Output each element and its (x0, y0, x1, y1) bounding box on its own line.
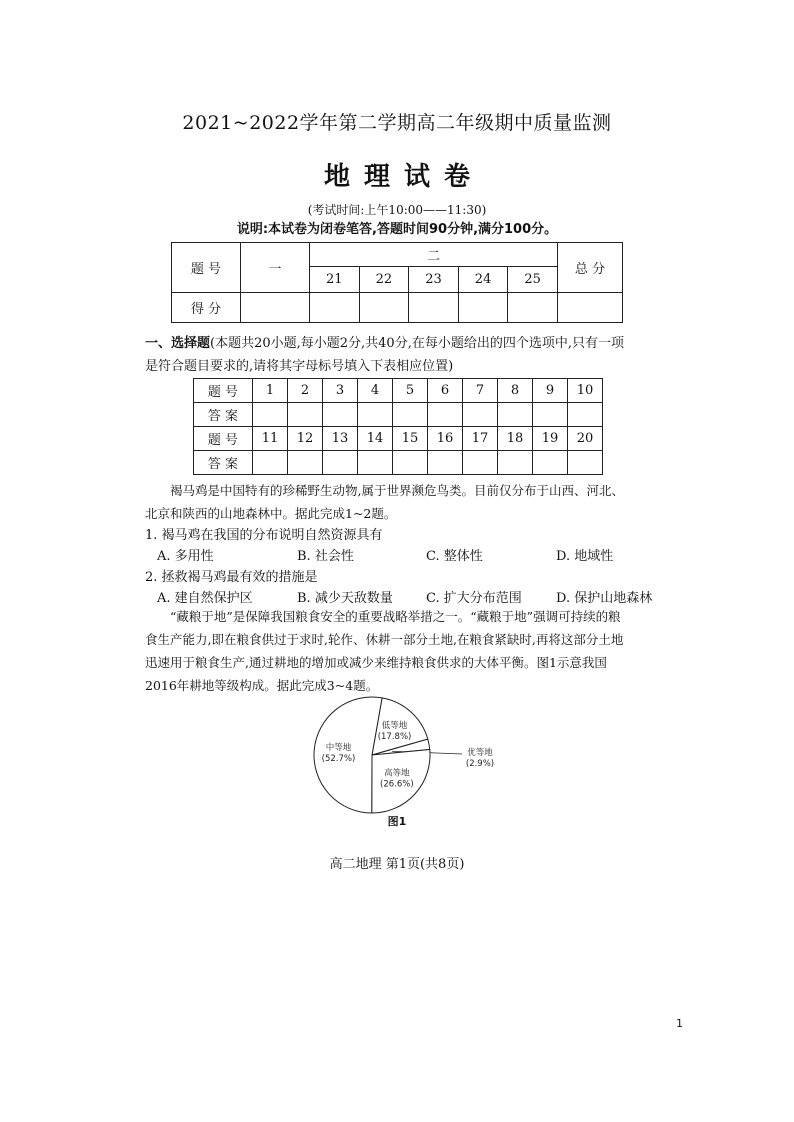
q2-option-d[interactable]: D. 保护山地森林 (556, 591, 653, 606)
answer-cell[interactable] (323, 451, 358, 475)
pie-slice-label: 中等地 (325, 742, 352, 753)
answer-cell[interactable] (253, 451, 288, 475)
answer-cell[interactable] (498, 403, 533, 427)
passage-2: “藏粮于地”是保障我国粮食安全的重要战略举措之一。“藏粮于地”强调可持续的粮食生产能力,即在粮食供过于求时,轮作、休耕一部分土地,在粮食紧缺时,再将这部分土地迅速用于粮食生产,通过耕地的增加或减少来维持粮食供求的大体平衡。图1示意我国2016年耕地等级构成。据此完成3~4题。 (145, 609, 624, 693)
answer-qnum: 7 (463, 379, 498, 403)
exam-instructions: 说明:本试卷为闭卷笔答,答题时间90分钟,满分100分。 (236, 222, 558, 237)
score-cell[interactable] (458, 293, 508, 323)
answer-cell[interactable] (428, 451, 463, 475)
pie-slice-label: 低等地 (381, 721, 408, 732)
score-table (171, 242, 623, 323)
pie-slice-label: 优等地 (467, 748, 493, 758)
answer-qnum: 10 (568, 379, 603, 403)
answer-a-label: 答 案 (194, 403, 253, 427)
answer-table (193, 378, 603, 475)
q1-option-b[interactable]: B. 社会性 (297, 549, 354, 564)
pie-slice-percent: (52.7%) (321, 753, 356, 764)
figure-caption: 图1 (387, 815, 407, 828)
score-cell[interactable] (359, 293, 409, 323)
answer-qnum: 11 (253, 427, 288, 451)
answer-cell[interactable] (568, 403, 603, 427)
section1-text: (本题共20小题,每小题2分,共40分,在每小题给出的四个选项中,只有一项是符合题目要求的,请将其字母标号填入下表相应位置) (145, 336, 624, 374)
score-cell[interactable] (241, 293, 310, 323)
answer-cell[interactable] (323, 403, 358, 427)
score-col-label: 题 号 (172, 243, 241, 293)
answer-qnum: 16 (428, 427, 463, 451)
answer-cell[interactable] (358, 403, 393, 427)
answer-qnum: 17 (463, 427, 498, 451)
answer-qnum: 9 (533, 379, 568, 403)
q1-option-d[interactable]: D. 地域性 (556, 549, 614, 564)
q2-option-c[interactable]: C. 扩大分布范围 (426, 591, 522, 606)
answer-q-label: 题 号 (194, 379, 253, 403)
answer-cell[interactable] (253, 403, 288, 427)
answer-qnum: 13 (323, 427, 358, 451)
question-2-stem: 2. 拯救褐马鸡最有效的措施是 (145, 570, 318, 585)
pie-slice-percent: (2.9%) (465, 759, 495, 769)
answer-qnum: 2 (288, 379, 323, 403)
answer-qnum: 4 (358, 379, 393, 403)
score-cell[interactable] (558, 293, 623, 323)
q1-option-c[interactable]: C. 整体性 (426, 549, 483, 564)
answer-cell[interactable] (358, 451, 393, 475)
answer-qnum: 1 (253, 379, 288, 403)
answer-qnum: 8 (498, 379, 533, 403)
section1-instructions (145, 332, 627, 378)
q2-option-b[interactable]: B. 减少天敌数量 (297, 591, 393, 606)
answer-q-label: 题 号 (194, 427, 253, 451)
answer-qnum: 20 (568, 427, 603, 451)
answer-cell[interactable] (288, 403, 323, 427)
answer-qnum: 18 (498, 427, 533, 451)
answer-cell[interactable] (498, 451, 533, 475)
page-footer: 高二地理 第1页(共8页) (329, 857, 465, 872)
answer-cell[interactable] (463, 403, 498, 427)
question-1-stem: 1. 褐马鸡在我国的分布说明自然资源具有 (145, 528, 383, 543)
answer-cell[interactable] (288, 451, 323, 475)
answer-cell[interactable] (533, 451, 568, 475)
answer-qnum: 12 (288, 427, 323, 451)
answer-cell[interactable] (533, 403, 568, 427)
pie-slice-percent: (17.8%) (377, 732, 412, 743)
pie-slice-percent: (26.6%) (380, 779, 414, 790)
score-total: 总 分 (558, 243, 623, 293)
section1-heading: 一、选择题 (145, 336, 211, 351)
answer-cell[interactable] (428, 403, 463, 427)
score-subq: 24 (458, 267, 508, 293)
answer-qnum: 6 (428, 379, 463, 403)
subject-heading: 地理试卷 (323, 162, 484, 192)
score-cell[interactable] (310, 293, 360, 323)
answer-qnum: 3 (323, 379, 358, 403)
exam-time: (考试时间:上午10:00——11:30) (307, 203, 487, 217)
answer-a-label: 答 案 (194, 451, 253, 475)
score-subq: 23 (409, 267, 459, 293)
score-part1: 一 (241, 243, 310, 293)
score-subq: 21 (310, 267, 360, 293)
page-number: 1 (676, 1017, 683, 1030)
score-subq: 25 (508, 267, 558, 293)
answer-qnum: 19 (533, 427, 568, 451)
answer-cell[interactable] (463, 451, 498, 475)
answer-cell[interactable] (393, 451, 428, 475)
answer-qnum: 15 (393, 427, 428, 451)
q2-option-a[interactable]: A. 建自然保护区 (157, 591, 253, 606)
score-part2: 二 (310, 243, 558, 267)
q1-option-a[interactable]: A. 多用性 (157, 549, 214, 564)
passage-1: 褐马鸡是中国特有的珍稀野生动物,属于世界濒危鸟类。目前仅分布于山西、河北、北京和陕西的山地森林中。据此完成1~2题。 (145, 483, 624, 521)
answer-qnum: 5 (393, 379, 428, 403)
pie-slice-label: 高等地 (384, 768, 410, 779)
score-cell[interactable] (508, 293, 558, 323)
land-grade-pie-chart (300, 690, 530, 820)
score-row-label: 得 分 (172, 293, 241, 323)
score-subq: 22 (359, 267, 409, 293)
answer-cell[interactable] (568, 451, 603, 475)
exam-title: 2021~2022学年第二学期高二年级期中质量监测 (182, 112, 612, 134)
answer-qnum: 14 (358, 427, 393, 451)
answer-cell[interactable] (393, 403, 428, 427)
score-cell[interactable] (409, 293, 459, 323)
